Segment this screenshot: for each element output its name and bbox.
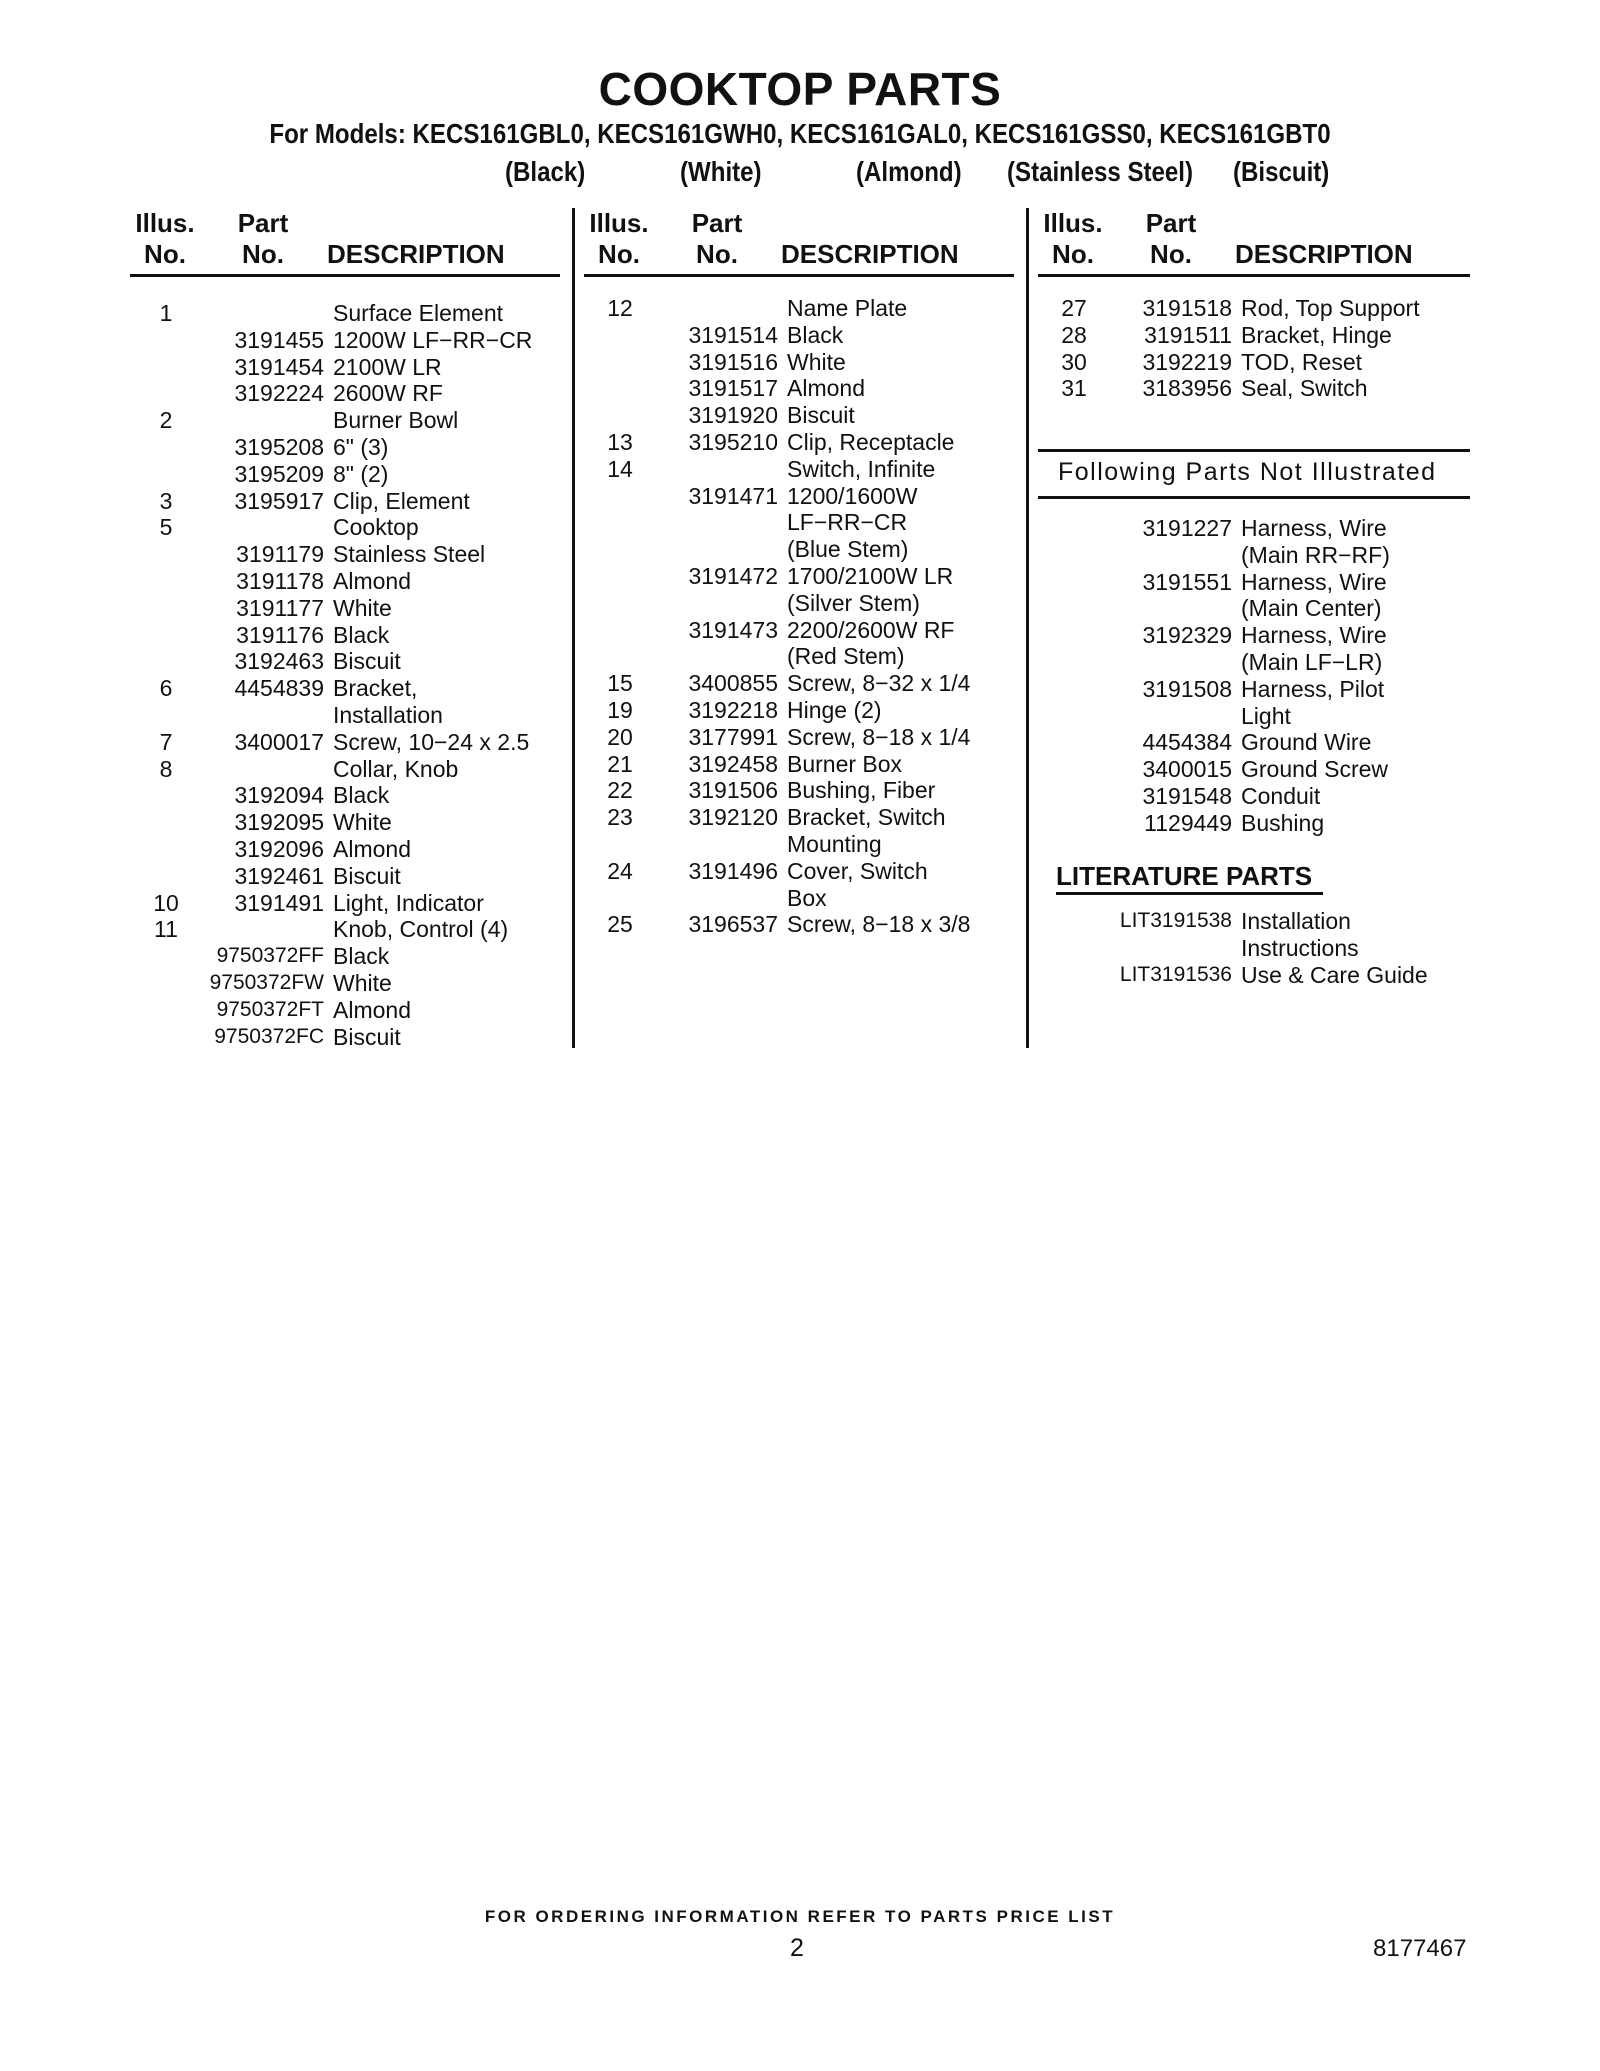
illus-number: 19 [607,696,633,723]
part-row [1038,595,1478,622]
part-number: 3191514 [688,321,778,348]
part-description: Conduit [1241,782,1321,809]
finish-black: (Black) [505,156,586,187]
part-number: 3191176 [236,621,324,648]
illus-number: 13 [607,428,633,455]
illus-number: 21 [607,750,633,777]
part-row [584,429,1024,456]
part-row [130,461,570,488]
part-description: Black [333,621,390,648]
part-description: Screw, 8−32 x 1/4 [787,670,971,697]
part-description: 1700/2100W LR [787,562,954,589]
part-row [130,354,570,381]
ordering-note: FOR ORDERING INFORMATION REFER TO PARTS PRICE LIST [484,1907,1116,1926]
part-description: Use & Care Guide [1241,961,1428,988]
part-number: 3191471 [688,482,778,509]
illus-header-line2: No. [144,239,186,269]
part-description: Name Plate [787,295,908,321]
parts-list [584,295,1024,938]
part-description: Almond [333,567,411,594]
part-number: 3191518 [1142,295,1232,321]
part-row [584,402,1024,429]
part-number: 3191177 [236,594,324,621]
illus-number: 3 [159,487,173,514]
part-row [1038,703,1478,730]
part-number: 3191473 [688,616,778,643]
part-row [130,1024,570,1051]
part-description: Screw, 8−18 x 1/4 [787,723,971,750]
illus-number: 1 [159,300,173,326]
illus-number: 15 [607,670,633,697]
part-row [130,836,570,863]
part-number: 4454839 [234,675,324,702]
part-description: Harness, Pilot [1241,675,1385,702]
illus-number: 5 [159,514,173,541]
part-number: 3191472 [688,562,778,589]
illus-number: 6 [159,675,173,702]
illus-header-line2: No. [1052,239,1094,269]
part-description: Harness, Wire [1241,515,1387,541]
part-description: White [333,969,392,996]
part-description: White [333,594,392,621]
part-description: Bracket, [333,675,418,702]
part-description: Harness, Wire [1241,622,1387,649]
part-number: 3191548 [1142,782,1232,809]
part-row [584,724,1024,751]
header-rule [130,274,560,277]
part-row [130,756,570,783]
part-description: Hinge (2) [787,696,882,723]
part-row [1038,542,1478,569]
part-description: Cover, Switch [787,857,928,884]
part-header-line1: Part [691,208,743,238]
part-row [584,911,1024,938]
part-description: (Blue Stem) [787,536,909,563]
illus-header-line1: Illus. [135,208,195,238]
part-number: 3192461 [234,862,324,889]
part-row [130,488,570,515]
illus-number: 2 [159,407,173,434]
part-description: TOD, Reset [1241,348,1362,375]
part-description: Burner Box [787,750,903,777]
page-title: COOKTOP PARTS [598,63,1002,115]
part-description: Biscuit [333,648,401,675]
part-number: 3191455 [234,326,324,353]
models-line: For Models: KECS161GBL0, KECS161GWH0, KECS161GAL0, KECS161GSS0, KECS161GBT0 [269,118,1331,149]
column-divider [572,208,575,1048]
part-row [130,916,570,943]
illus-number: 10 [153,889,179,916]
part-description: 8" (2) [333,460,389,487]
part-description: (Main Center) [1241,595,1382,622]
part-row [130,702,570,729]
part-header-line2: No. [242,239,284,269]
illus-no-header [1038,208,1108,270]
part-row [130,890,570,917]
part-description: Bushing, Fiber [787,777,936,804]
part-description: Bracket, Switch [787,804,946,831]
illus-number: 30 [1061,348,1087,375]
part-number: 9750372FC [214,1024,324,1048]
part-description: 2600W RF [333,380,443,407]
illus-number: 20 [607,723,633,750]
part-row [1038,810,1478,837]
finish-white: (White) [680,156,762,187]
finish-biscuit: (Biscuit) [1233,156,1330,187]
part-number: 3191454 [234,353,324,380]
part-row [584,643,1024,670]
finish-stainless-steel: (Stainless Steel) [1007,156,1194,187]
part-row [584,804,1024,831]
header-rule [1038,274,1470,277]
part-description: Instructions [1241,934,1359,961]
part-description: LF−RR−CR [787,509,908,536]
literature-title: LITERATURE PARTS [1056,861,1313,891]
part-row [130,595,570,622]
part-number: 3192224 [234,380,324,407]
part-number: LIT3191538 [1119,909,1232,932]
part-row [1038,375,1478,402]
part-row [584,831,1024,858]
part-description: Bushing [1241,809,1325,836]
part-description: Screw, 10−24 x 2.5 [333,728,530,755]
part-row [130,997,570,1024]
part-number: 3192458 [688,750,778,777]
part-number: 3192120 [688,804,778,831]
part-number: 3192094 [234,782,324,809]
part-row [584,536,1024,563]
illus-header-line1: Illus. [589,208,649,238]
not-illustrated-title: Following Parts Not Illustrated [1058,458,1437,486]
description-header: DESCRIPTION [1235,239,1413,269]
part-description: Bracket, Hinge [1241,321,1392,348]
part-number: 3191517 [688,375,778,402]
part-number: 3191516 [688,348,778,375]
illus-number: 27 [1061,295,1087,321]
part-row [584,751,1024,778]
part-number: 9750372FW [209,970,324,994]
part-number: 3192096 [234,835,324,862]
part-row [1038,962,1478,989]
part-header-line2: No. [696,239,738,269]
parts-list [1038,295,1478,402]
part-number: 3191506 [688,777,778,804]
part-description: Black [787,321,844,348]
part-row [584,670,1024,697]
part-row [130,729,570,756]
part-description: (Red Stem) [787,643,905,670]
part-no-header [684,208,750,270]
part-no-header [230,208,296,270]
part-description: 1200W LF−RR−CR [333,326,533,353]
finish-almond: (Almond) [856,156,962,187]
part-number: 3191178 [236,567,324,594]
part-description: 6" (3) [333,433,389,460]
part-description: Stainless Steel [333,541,486,568]
part-description: Burner Bowl [333,407,459,434]
part-header-line1: Part [1145,208,1197,238]
illus-number: 8 [159,755,173,782]
part-description: Seal, Switch [1241,375,1368,402]
part-description: Biscuit [787,402,855,429]
part-description: Switch, Infinite [787,455,936,482]
part-number: 3195208 [234,433,324,460]
not-illustrated-list [1038,515,1478,837]
part-number: LIT3191536 [1119,962,1232,986]
part-number: 3183956 [1142,375,1232,402]
part-row [584,777,1024,804]
illus-number: 23 [607,804,633,831]
part-row [1038,676,1478,703]
part-number: 4454384 [1142,729,1232,756]
part-number: 1129449 [1144,809,1232,836]
part-row [1038,622,1478,649]
part-row [584,349,1024,376]
part-description: Clip, Element [333,487,470,514]
literature-underline [1056,892,1323,895]
part-row [584,295,1024,322]
part-header-line2: No. [1150,239,1192,269]
part-row [130,809,570,836]
illus-number: 14 [607,455,633,482]
part-row [130,782,570,809]
section-rule [1038,496,1470,499]
part-description: Almond [333,996,411,1023]
part-description: Knob, Control (4) [333,916,509,943]
part-row [130,380,570,407]
part-number: 3192095 [234,809,324,836]
part-row [130,648,570,675]
part-row [130,943,570,970]
part-row [584,375,1024,402]
part-row [584,697,1024,724]
illus-number: 24 [607,857,633,884]
part-number: 3191179 [236,541,324,568]
part-row [130,514,570,541]
part-description: (Main LF−LR) [1241,648,1383,675]
part-description: Harness, Wire [1241,568,1387,595]
part-description: Black [333,782,390,809]
part-row [584,617,1024,644]
part-row [1038,349,1478,376]
header-rule [584,274,1014,277]
part-description: Installation [333,701,443,728]
part-description: Rod, Top Support [1241,295,1420,321]
illus-no-header [584,208,654,270]
part-row [584,885,1024,912]
description-header: DESCRIPTION [327,239,505,269]
part-description: Biscuit [333,1023,401,1050]
part-number: 3192463 [234,648,324,675]
part-row [130,300,570,327]
part-description: Almond [333,835,411,862]
part-description: Collar, Knob [333,755,459,782]
part-row [1038,729,1478,756]
part-row [130,434,570,461]
part-number: 3191551 [1142,568,1232,595]
part-row [584,322,1024,349]
illus-number: 22 [607,777,633,804]
part-description: Biscuit [333,862,401,889]
part-row [130,970,570,997]
part-number: 3400855 [688,670,778,697]
part-number: 3196537 [688,911,778,938]
part-number: 3191491 [234,889,324,916]
part-description: Black [333,943,390,970]
part-row [584,456,1024,483]
part-number: 3195917 [234,487,324,514]
part-row [130,675,570,702]
part-row [130,568,570,595]
description-header: DESCRIPTION [781,239,959,269]
part-description: Surface Element [333,300,504,326]
illus-header-line1: Illus. [1043,208,1103,238]
part-number: 9750372FF [216,944,324,968]
part-description: Installation [1241,908,1351,934]
page-number: 2 [790,1934,804,1962]
part-description: Clip, Receptacle [787,428,955,455]
part-description: Box [787,884,827,911]
part-row [1038,935,1478,962]
part-row [584,509,1024,536]
section-rule [1038,449,1470,452]
part-description: Mounting [787,830,882,857]
part-number: 3195209 [234,460,324,487]
illus-header-line2: No. [598,239,640,269]
part-number: 3195210 [688,428,778,455]
part-row [1038,322,1478,349]
part-number: 3191511 [1144,321,1232,348]
part-description: Light, Indicator [333,889,484,916]
part-row [130,863,570,890]
part-number: 3400015 [1142,756,1232,783]
part-number: 3191920 [688,402,778,429]
part-description: 2200/2600W RF [787,616,955,643]
part-number: 3192218 [688,696,778,723]
part-description: Ground Screw [1241,756,1389,783]
part-row [584,858,1024,885]
part-description: Cooktop [333,514,419,541]
part-row [1038,908,1478,935]
part-row [1038,783,1478,810]
part-description: Almond [787,375,865,402]
part-number: 3191508 [1142,675,1232,702]
illus-no-header [130,208,200,270]
part-description: White [787,348,846,375]
column-divider [1026,208,1029,1048]
part-number: 3177991 [688,723,778,750]
part-number: 3191496 [688,857,778,884]
part-row [584,590,1024,617]
illus-number: 28 [1061,321,1087,348]
literature-list [1038,908,1478,988]
part-row [584,563,1024,590]
part-description: (Main RR−RF) [1241,541,1390,568]
parts-list [130,300,570,1050]
part-header-line1: Part [237,208,289,238]
part-no-header [1138,208,1204,270]
illus-number: 12 [607,295,633,321]
part-description: 2100W LR [333,353,442,380]
part-description: 1200/1600W [787,482,918,509]
part-description: Light [1241,702,1291,729]
part-number: 3400017 [234,728,324,755]
part-number: 3192219 [1142,348,1232,375]
part-number: 9750372FT [216,997,324,1021]
part-row [1038,569,1478,596]
part-description: (Silver Stem) [787,589,920,616]
part-number: 3192329 [1142,622,1232,649]
part-number: 3191227 [1142,515,1232,541]
part-row [130,541,570,568]
part-row [584,483,1024,510]
part-row [130,327,570,354]
part-row [1038,649,1478,676]
part-description: White [333,809,392,836]
part-row [130,622,570,649]
illus-number: 25 [607,911,633,938]
part-row [1038,515,1478,542]
document-number: 8177467 [1373,1935,1467,1962]
part-row [1038,756,1478,783]
part-description: Screw, 8−18 x 3/8 [787,911,971,938]
part-row [130,407,570,434]
illus-number: 11 [154,916,178,943]
illus-number: 7 [159,728,173,755]
part-description: Ground Wire [1241,729,1372,756]
part-row [1038,295,1478,322]
illus-number: 31 [1061,375,1087,402]
